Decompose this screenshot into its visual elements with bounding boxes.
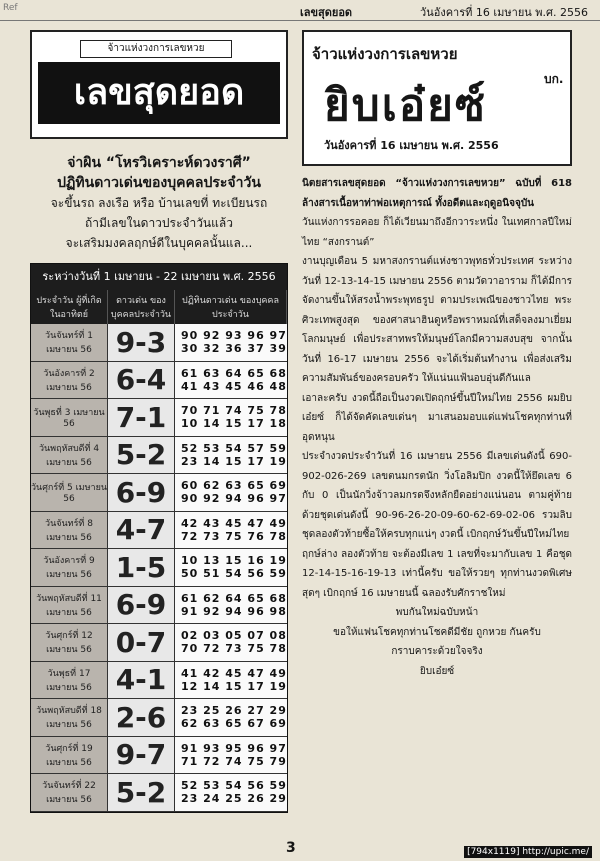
- row-fortune: [175, 587, 287, 624]
- row-date: วันพฤหัสบดีที่ 18 เมษายน 56: [31, 699, 108, 736]
- row-fortune-line: 10 14 15 17 18: [181, 417, 287, 431]
- row-fortune-line: 90 92 94 96 97: [181, 492, 287, 506]
- row-fortune-line: 02 03 05 07 08: [181, 629, 287, 643]
- table-row: [31, 512, 287, 550]
- row-fortune-line: 52 53 54 56 59: [181, 779, 287, 793]
- row-fortune: [175, 699, 287, 736]
- table-row: [31, 587, 287, 625]
- row-date: วันพุธที่ 3 เมษายน 56: [31, 399, 108, 436]
- header-date: ประจำวัน ผู้ที่เกิดในอาทิตย์: [31, 290, 108, 324]
- row-fortune: [175, 737, 287, 774]
- column-side-label: บก.: [544, 72, 564, 86]
- row-star-number: 4-1: [108, 662, 175, 699]
- row-fortune-line: 60 62 63 65 69: [181, 479, 287, 493]
- table-row: [31, 474, 287, 512]
- row-star-number: 6-9: [108, 474, 175, 511]
- table-row: [31, 549, 287, 587]
- row-star-number: 2-6: [108, 699, 175, 736]
- row-fortune-line: 91 93 95 96 97: [181, 741, 287, 755]
- article-paragraph: วันแห่งการรอคอย ก็ได้เวียนมาถึงอีกวาระหนึ่ง ในเทศกาลปีใหม่ไทย “สงกรานต์”: [302, 217, 572, 248]
- row-fortune: [175, 474, 287, 511]
- article-paragraph: ประจำงวดประจำวันที่ 16 เมษายน 2556 มีเลขเด่นดังนี้ 690-902-026-269 เลขตนมกรตนัก วิ่งโอลิมปิก งวดนี้ให้ยึดเลข 6 กับ 0 เป็นนักวิ่งจ้าวลมกรดจึงหลักยืดอย่างแน่นอน ตามคู่ท้ายด้วยชุดเด่นดังนี้ 90-96-26-20-09-60-62-69-02-06 รวมลิบชุดลองตัวท้ายซื้อให้ครบทุกแน่ๆ งวดนี้ เบิกฤกษ์วันขึ้นปีใหม่ไทย: [302, 451, 572, 540]
- row-date: วันจันทร์ที่ 22 เมษายน 56: [31, 774, 108, 811]
- row-fortune-line: 23 24 25 26 29: [181, 792, 287, 806]
- row-fortune-line: 61 62 64 65 68: [181, 591, 287, 605]
- row-star-number: 5-2: [108, 774, 175, 811]
- row-fortune: [175, 624, 287, 661]
- intro-block: [30, 153, 288, 253]
- table-row: [31, 737, 287, 775]
- column-org: จ้าวแห่งวงการเลขหวย: [312, 45, 458, 63]
- article-paragraph: นิตยสารเลขสุดยอด “จ้าวแห่งวงการเลขหวย” ฉบับที่ 618 ล้างสารเนื้อหาท่าพ่อเหตุการณ์ ทั้งอดีตและฤดูอนิจจุบัน: [302, 178, 572, 209]
- closing-line: ขอให้แฟนโชคทุกท่านโชคดีมีชัย ถูกหวย กันครับ: [333, 626, 541, 638]
- row-date: วันพฤหัสบดีที่ 11 เมษายน 56: [31, 587, 108, 624]
- intro-title: จ่าผิน “โหรวิเคราะห์ดวงราศี”: [67, 155, 251, 171]
- table-body: [31, 324, 287, 812]
- header-date: วันอังคารที่ 16 เมษายน พ.ศ. 2556: [420, 6, 588, 19]
- header-paper-name: เลขสุดยอด: [300, 6, 353, 19]
- closing-line: พบกันใหม่ฉบับหน้า: [395, 607, 479, 618]
- row-fortune-line: 12 14 15 17 19: [181, 679, 287, 693]
- right-panel: [302, 30, 572, 681]
- row-fortune-line: 41 42 45 47 49: [181, 666, 287, 680]
- table-row: [31, 324, 287, 362]
- page-number: 3: [286, 840, 296, 856]
- row-fortune: [175, 437, 287, 474]
- row-fortune-line: 70 72 73 75 78: [181, 642, 287, 656]
- row-fortune-line: 52 53 54 57 59: [181, 441, 287, 455]
- row-fortune-line: 70 71 74 75 78: [181, 404, 287, 418]
- row-star-number: 6-9: [108, 587, 175, 624]
- row-date: วันพุธที่ 17 เมษายน 56: [31, 662, 108, 699]
- logo-tagline: จ้าวแห่งวงการเลขหวย: [80, 40, 232, 58]
- row-date: วันอังคารที่ 9 เมษายน 56: [31, 549, 108, 586]
- column-brand: ยิบเอ๋ยซ์: [324, 80, 487, 131]
- row-fortune-line: 62 63 65 67 69: [181, 717, 287, 731]
- row-fortune: [175, 662, 287, 699]
- row-fortune: [175, 512, 287, 549]
- masthead-logo: [30, 30, 288, 139]
- table-header: [31, 290, 287, 324]
- row-fortune-line: 23 14 15 17 19: [181, 454, 287, 468]
- footer-watermark: [794x1119] http://upic.me/: [464, 846, 592, 858]
- column-date: วันอังคารที่ 16 เมษายน พ.ศ. 2556: [324, 139, 499, 152]
- row-date: วันพฤหัสบดีที่ 4 เมษายน 56: [31, 437, 108, 474]
- table-row: [31, 437, 287, 475]
- row-fortune: [175, 324, 287, 361]
- row-date: วันศุกร์ที่ 12 เมษายน 56: [31, 624, 108, 661]
- lucky-number-table: [30, 263, 288, 813]
- row-star-number: 7-1: [108, 399, 175, 436]
- row-star-number: 1-5: [108, 549, 175, 586]
- table-range: ระหว่างวันที่ 1 เมษายน - 22 เมษายน พ.ศ. 2556: [42, 270, 276, 283]
- header-star: ดาวเด่น ของบุคคลประจำวัน: [108, 290, 175, 324]
- intro-line: ถ้ามีเลขในดาวประจำวันแล้ว: [85, 216, 233, 230]
- row-star-number: 4-7: [108, 512, 175, 549]
- header-counter: Ref: [3, 3, 18, 13]
- row-fortune-line: 72 73 75 76 78: [181, 529, 287, 543]
- row-fortune-line: 90 92 93 96 97: [181, 329, 287, 343]
- logo-title: เลขสุดยอด: [38, 62, 280, 124]
- table-row: [31, 662, 287, 700]
- row-fortune-line: 41 43 45 46 48: [181, 379, 287, 393]
- row-star-number: 9-3: [108, 324, 175, 361]
- row-fortune: [175, 549, 287, 586]
- article-paragraph: งานบุญเดือน 5 มหาสงกรานต์แห่งชาวพุทธทั่วประเทศ ระหว่างวันที่ 12-13-14-15 เมษายน 2556 ตามวัดวาอาราม ก็ได้มีการจัดงานขึ้นให้สรงน้ำพระพุทธรูป ตามประเพณีของชาวไทย พระศิวะเทพสูงสุด ของศาสนาฮินดูหรือพราหมณ์ที่เสด็จลงมาเยี่ยมโลกมนุษย์ เพื่อประสาทพรให้มนุษย์โลกมีความสงบสุข จากนั้น วันที่ 16-17 เมษายน 2556 จะได้เริ่มต้นทำงาน เพื่อส่งเสริมความสัมพันธ์ของครอบครัว ให้แน่นแฟ้นอบอุ่นดีกันแล: [302, 256, 572, 384]
- article-paragraph: ฤกษ์ล่าง ลองตัวท้าย จะต้องมีเลข 1 เลขที่จะมากับเลข 1 คือชุด 12-14-15-16-19-13 เท่านี้ครับ ขอให้รวยๆ ทุกท่านงวดพิเศษสุดๆ เบิกฤกษ์ 16 เมษายนนี้ ฉลองรับศักราชใหม่: [302, 548, 572, 599]
- signature: ยิบเอ๋ยซ์: [419, 665, 455, 677]
- row-star-number: 0-7: [108, 624, 175, 661]
- row-fortune-line: 10 13 15 16 19: [181, 554, 287, 568]
- column-logo: [302, 30, 572, 166]
- table-row: [31, 399, 287, 437]
- article-paragraph: เอาละครับ งวดนี้ถือเป็นงวดเปิดฤกษ์ขึ้นปีใหม่ไทย 2556 ผมยิบเอ๋ยซ์ ก็ได้จัดคัดเลขเด่นๆ มาเสนอมอบแด่แฟนโชคทุกท่านที่อุดหนุน: [302, 392, 572, 443]
- row-star-number: 9-7: [108, 737, 175, 774]
- header-fortune: ปฏิทินดาวเด่น ของบุคคลประจำวัน: [175, 290, 287, 324]
- row-fortune: [175, 362, 287, 399]
- row-fortune: [175, 774, 287, 811]
- row-date: วันจันทร์ที่ 1 เมษายน 56: [31, 324, 108, 361]
- row-star-number: 5-2: [108, 437, 175, 474]
- table-row: [31, 624, 287, 662]
- row-fortune-line: 71 72 74 75 79: [181, 754, 287, 768]
- intro-line: จะเสริมมงคลฤกษ์ดีในบุคคลนั้นแล...: [65, 236, 253, 250]
- column-article: [302, 174, 572, 681]
- row-date: วันอังคารที่ 2 เมษายน 56: [31, 362, 108, 399]
- row-fortune-line: 61 63 64 65 68: [181, 366, 287, 380]
- row-fortune-line: 30 32 36 37 39: [181, 342, 287, 356]
- page-header: [0, 0, 600, 21]
- row-fortune-line: 50 51 54 56 59: [181, 567, 287, 581]
- row-date: วันศุกร์ที่ 5 เมษายน 56: [31, 474, 108, 511]
- table-row: [31, 362, 287, 400]
- row-star-number: 6-4: [108, 362, 175, 399]
- row-date: วันจันทร์ที่ 8 เมษายน 56: [31, 512, 108, 549]
- intro-line: จะขึ้นรถ ลงเรือ หรือ บ้านเลขที่ ทะเบียนรถ: [50, 196, 268, 210]
- row-date: วันศุกร์ที่ 19 เมษายน 56: [31, 737, 108, 774]
- intro-subtitle: ปฏิทินดาวเด่นของบุคคลประจำวัน: [57, 175, 261, 191]
- left-panel: [30, 30, 288, 813]
- row-fortune-line: 42 43 45 47 49: [181, 516, 287, 530]
- closing-line: กราบคาระด้วยใจจริง: [391, 646, 483, 657]
- row-fortune-line: 23 25 26 27 29: [181, 704, 287, 718]
- row-fortune: [175, 399, 287, 436]
- table-row: [31, 774, 287, 812]
- row-fortune-line: 91 92 94 96 98: [181, 604, 287, 618]
- table-row: [31, 699, 287, 737]
